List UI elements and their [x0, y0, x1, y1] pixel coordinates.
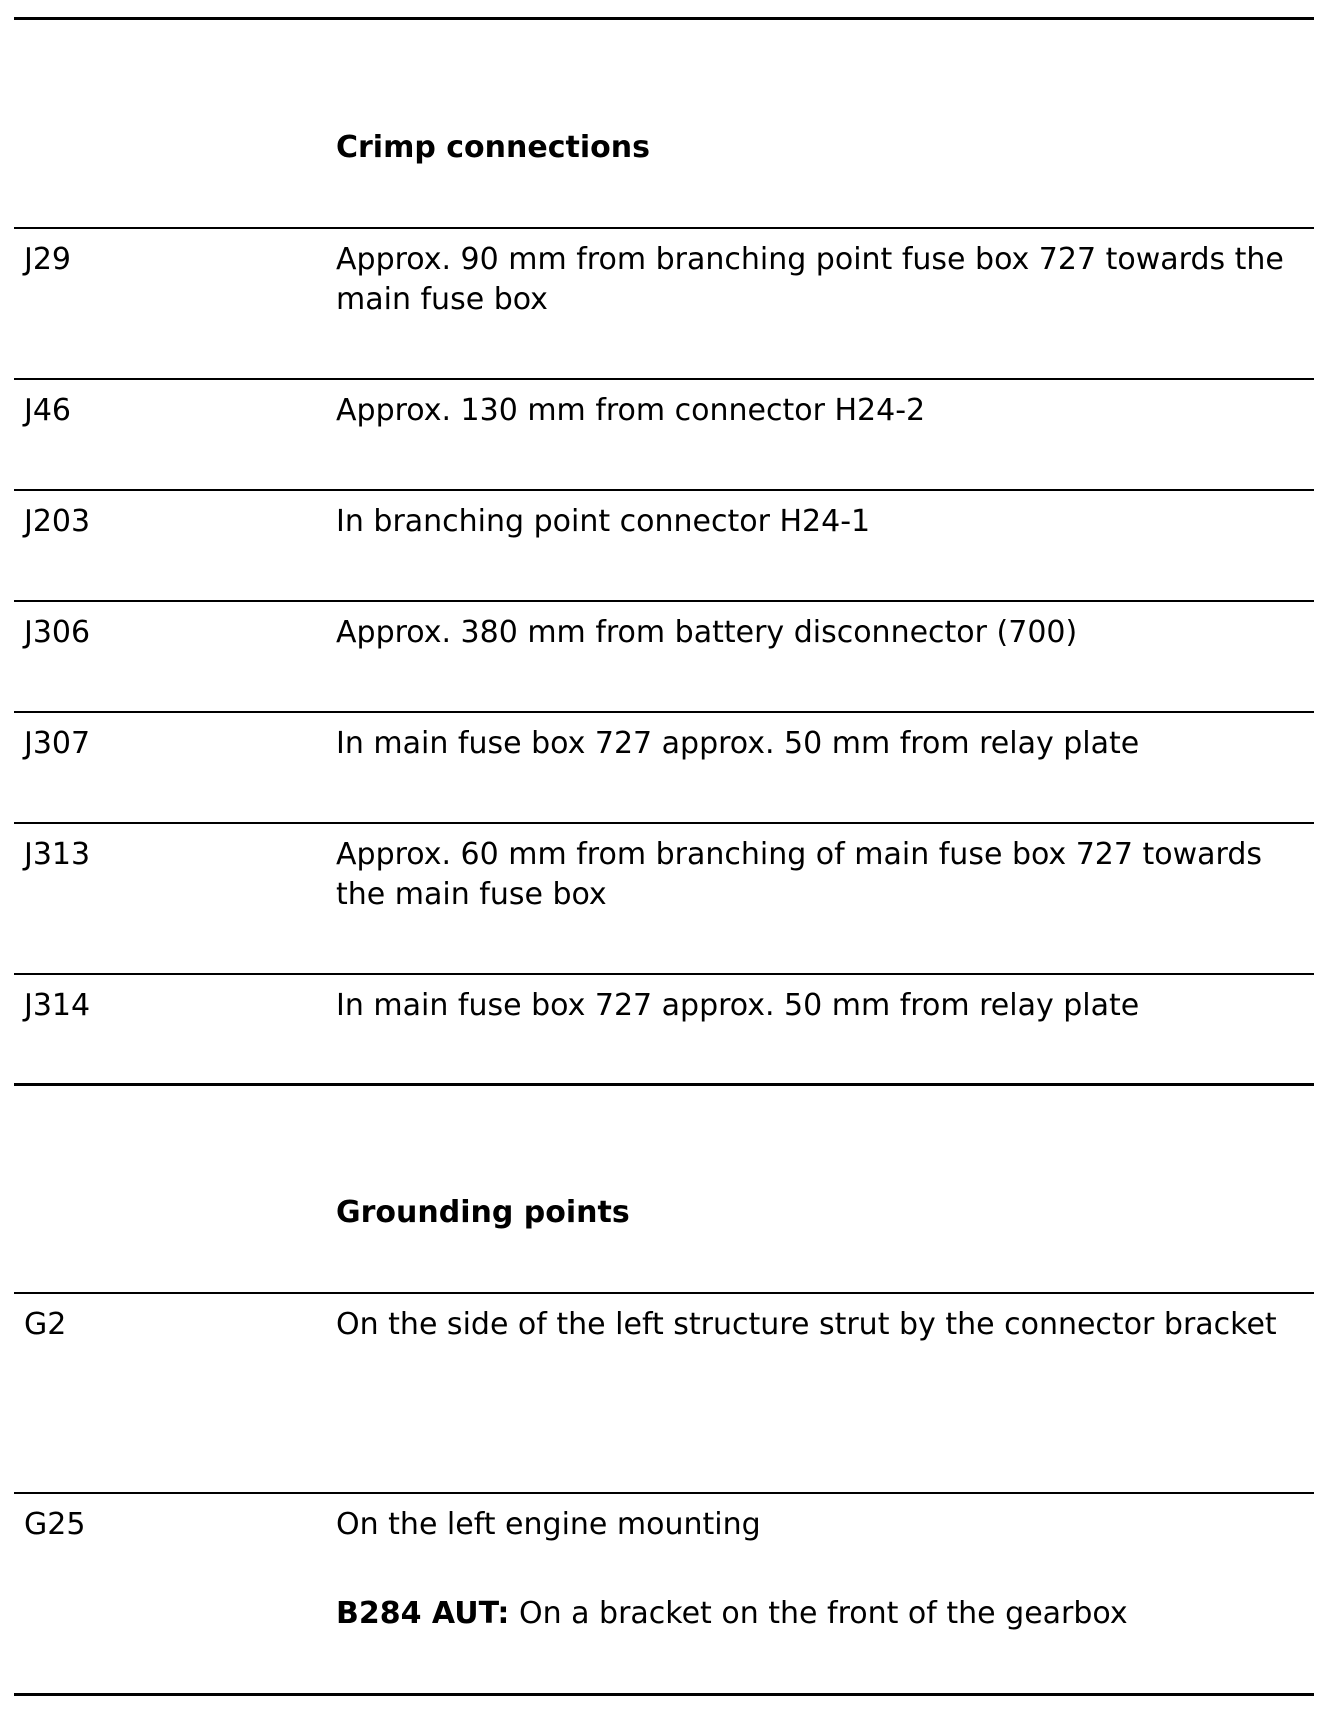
row-description: In branching point connector H24-1: [336, 504, 871, 539]
row-code: J203: [24, 504, 91, 539]
row-description: On the side of the left structure strut by the connector bracket: [336, 1307, 1277, 1342]
row-divider: [14, 227, 1314, 229]
row-code: J314: [24, 988, 91, 1023]
note-label: B284 AUT:: [336, 1596, 510, 1631]
row-code: J46: [24, 393, 72, 428]
row-description: Approx. 90 mm from branching point fuse box 727 towards the main fuse box: [336, 242, 1284, 317]
row-divider: [14, 378, 1314, 380]
row-divider: [14, 1292, 1314, 1294]
row-divider: [14, 973, 1314, 975]
row-description: Approx. 380 mm from battery disconnector (700): [336, 615, 1078, 650]
table-bottom-rule: [14, 1693, 1314, 1696]
row-description: In main fuse box 727 approx. 50 mm from relay plate: [336, 988, 1140, 1023]
row-description: On the left engine mounting: [336, 1507, 761, 1542]
row-code: J29: [24, 242, 72, 277]
section-heading-grounding-points: Grounding points: [336, 1195, 630, 1230]
row-code: J306: [24, 615, 91, 650]
table-top-rule: [14, 17, 1314, 20]
section-heading-crimp-connections: Crimp connections: [336, 130, 650, 165]
row-divider: [14, 489, 1314, 491]
note-text: On a bracket on the front of the gearbox: [509, 1596, 1128, 1631]
row-description: Approx. 130 mm from connector H24-2: [336, 393, 926, 428]
row-divider: [14, 822, 1314, 824]
row-code: J307: [24, 726, 91, 761]
row-code: G2: [24, 1307, 67, 1342]
row-divider: [14, 711, 1314, 713]
row-description: Approx. 60 mm from branching of main fuse box 727 towards the main fuse box: [336, 837, 1263, 912]
row-divider: [14, 600, 1314, 602]
row-description: In main fuse box 727 approx. 50 mm from relay plate: [336, 726, 1140, 761]
row-code: G25: [24, 1507, 86, 1542]
row-divider: [14, 1492, 1314, 1494]
row-code: J313: [24, 837, 91, 872]
section-end-rule: [14, 1083, 1314, 1086]
row-note: [336, 1594, 1296, 1634]
